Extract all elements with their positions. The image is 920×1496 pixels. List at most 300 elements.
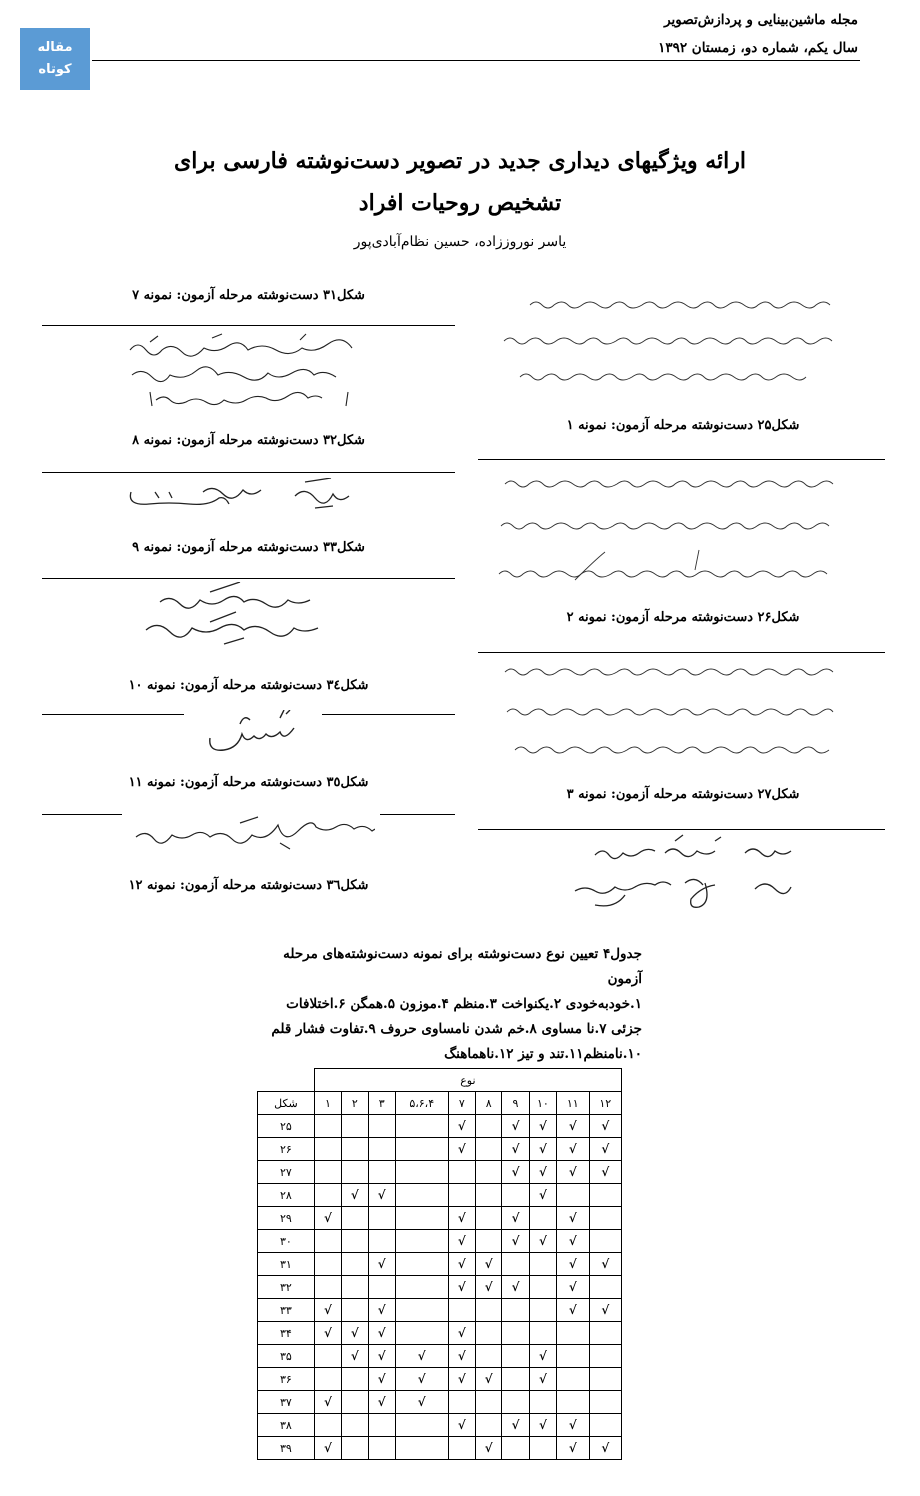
check-mark-icon: √ [511, 1234, 520, 1248]
check-mark-icon: √ [568, 1142, 577, 1156]
empty-cell [589, 1184, 621, 1207]
check-mark-icon: √ [538, 1142, 547, 1156]
table-caption-line-1: جدول۴ تعیین نوع دست‌نوشته برای نمونه دست‌نوشته‌های مرحله [283, 946, 642, 962]
type-column-header: ۷ [448, 1092, 475, 1115]
check-cell [502, 1414, 529, 1437]
check-cell [529, 1368, 556, 1391]
check-cell [368, 1184, 395, 1207]
table-row [258, 1161, 622, 1184]
empty-cell [342, 1115, 368, 1138]
check-cell [448, 1230, 475, 1253]
empty-cell [342, 1230, 368, 1253]
check-mark-icon: √ [538, 1234, 547, 1248]
check-mark-icon: √ [457, 1418, 466, 1432]
figure-divider-left [42, 714, 184, 715]
check-cell [475, 1253, 501, 1276]
check-cell [368, 1345, 395, 1368]
table-row [258, 1322, 622, 1345]
check-mark-icon: √ [417, 1372, 426, 1386]
handwriting-sample-7 [120, 330, 380, 410]
check-mark-icon: √ [457, 1211, 466, 1225]
check-cell [448, 1138, 475, 1161]
figure-number-cell: ۳۵ [258, 1345, 315, 1368]
check-mark-icon: √ [484, 1257, 493, 1271]
check-cell [448, 1345, 475, 1368]
empty-cell [342, 1138, 368, 1161]
check-cell [529, 1230, 556, 1253]
check-cell [557, 1437, 589, 1460]
empty-cell [395, 1437, 448, 1460]
figure-26-caption: شکل۲۶ دست‌نوشته مرحله آزمون: نمونه ۲ [566, 610, 800, 625]
check-cell [475, 1276, 501, 1299]
check-cell [448, 1368, 475, 1391]
empty-cell [529, 1207, 556, 1230]
figure-number-cell: ۳۹ [258, 1437, 315, 1460]
check-cell [342, 1184, 368, 1207]
empty-cell [475, 1345, 501, 1368]
check-cell [395, 1345, 448, 1368]
check-cell [557, 1253, 589, 1276]
check-mark-icon: √ [538, 1349, 547, 1363]
empty-cell [395, 1253, 448, 1276]
empty-cell [589, 1368, 621, 1391]
check-mark-icon: √ [601, 1303, 610, 1317]
check-cell [395, 1368, 448, 1391]
figure-divider-right [322, 714, 455, 715]
empty-cell [475, 1138, 501, 1161]
check-mark-icon: √ [538, 1372, 547, 1386]
check-mark-icon: √ [511, 1418, 520, 1432]
empty-cell [475, 1299, 501, 1322]
group-header-row [258, 1069, 622, 1092]
check-mark-icon: √ [457, 1119, 466, 1133]
check-cell [475, 1368, 501, 1391]
empty-cell [475, 1184, 501, 1207]
empty-cell [475, 1207, 501, 1230]
empty-cell [529, 1391, 556, 1414]
figure-34-caption: شکل۳٤ دست‌نوشته مرحله آزمون: نمونه ۱۰ [128, 678, 369, 693]
check-mark-icon: √ [457, 1372, 466, 1386]
check-cell [502, 1230, 529, 1253]
empty-cell [368, 1138, 395, 1161]
figure-33-caption: شکل۳۳ دست‌نوشته مرحله آزمون: نمونه ۹ [132, 540, 365, 555]
empty-cell [529, 1299, 556, 1322]
figure-number-cell: ۳۶ [258, 1368, 315, 1391]
empty-cell [314, 1115, 341, 1138]
empty-cell [589, 1207, 621, 1230]
type-group-header: نوع [314, 1069, 621, 1092]
table-row [258, 1253, 622, 1276]
check-cell [557, 1207, 589, 1230]
figure-number-cell: ۳۷ [258, 1391, 315, 1414]
check-mark-icon: √ [324, 1395, 332, 1409]
figure-25-caption: شکل۲۵ دست‌نوشته مرحله آزمون: نمونه ۱ [566, 418, 800, 433]
check-cell [557, 1161, 589, 1184]
check-mark-icon: √ [350, 1326, 359, 1340]
type-column-header: ۱۰ [529, 1092, 556, 1115]
figure-32-caption: شکل۳۲ دست‌نوشته مرحله آزمون: نمونه ۸ [132, 433, 365, 448]
check-cell [502, 1138, 529, 1161]
figure-divider [42, 472, 455, 473]
empty-cell [368, 1230, 395, 1253]
check-cell [557, 1276, 589, 1299]
table-row [258, 1207, 622, 1230]
check-mark-icon: √ [457, 1234, 466, 1248]
empty-cell [502, 1322, 529, 1345]
check-mark-icon: √ [377, 1303, 386, 1317]
check-mark-icon: √ [538, 1418, 547, 1432]
check-mark-icon: √ [377, 1326, 386, 1340]
check-mark-icon: √ [417, 1349, 426, 1363]
check-cell [502, 1115, 529, 1138]
empty-cell [314, 1184, 341, 1207]
table-row [258, 1299, 622, 1322]
empty-cell [395, 1207, 448, 1230]
check-mark-icon: √ [377, 1349, 386, 1363]
check-mark-icon: √ [568, 1280, 577, 1294]
check-cell [314, 1299, 341, 1322]
check-cell [342, 1322, 368, 1345]
figure-number-cell: ۲۵ [258, 1115, 315, 1138]
handwriting-sample-1 [500, 285, 870, 395]
figure-number-cell: ۳۴ [258, 1322, 315, 1345]
type-column-header: ۱۱ [557, 1092, 589, 1115]
check-cell [368, 1322, 395, 1345]
title-line-1: ارائه ویژگیهای دیداری جدید در تصویر دست‌نوشته فارسی برای [174, 148, 746, 174]
empty-cell [502, 1391, 529, 1414]
empty-cell [368, 1437, 395, 1460]
empty-cell [557, 1184, 589, 1207]
empty-cell [395, 1299, 448, 1322]
title-line-2: تشخیص روحیات افراد [358, 190, 562, 216]
empty-cell [368, 1276, 395, 1299]
empty-cell [589, 1322, 621, 1345]
check-cell [448, 1414, 475, 1437]
empty-cell [529, 1253, 556, 1276]
check-mark-icon: √ [601, 1165, 610, 1179]
figure-27-caption: شکل۲۷ دست‌نوشته مرحله آزمون: نمونه ۳ [566, 787, 800, 802]
check-cell [557, 1138, 589, 1161]
empty-cell [395, 1115, 448, 1138]
check-cell [448, 1253, 475, 1276]
check-cell [342, 1345, 368, 1368]
empty-cell [502, 1253, 529, 1276]
check-cell [314, 1391, 341, 1414]
check-cell [557, 1414, 589, 1437]
empty-cell [314, 1414, 341, 1437]
type-column-header: ۵،۶،۴ [395, 1092, 448, 1115]
empty-cell [395, 1138, 448, 1161]
figure-divider-right [380, 814, 455, 815]
empty-cell [395, 1161, 448, 1184]
empty-cell [342, 1161, 368, 1184]
check-cell [368, 1299, 395, 1322]
empty-cell [395, 1414, 448, 1437]
check-cell [448, 1322, 475, 1345]
check-cell [589, 1437, 621, 1460]
figure-35-caption: شکل۳٥ دست‌نوشته مرحله آزمون: نمونه ۱۱ [128, 775, 369, 790]
handwriting-sample-11 [200, 710, 310, 760]
check-cell [529, 1345, 556, 1368]
empty-cell [557, 1322, 589, 1345]
check-cell [557, 1115, 589, 1138]
check-mark-icon: √ [457, 1349, 466, 1363]
figure-divider [478, 459, 885, 460]
type-column-header: ۳ [368, 1092, 395, 1115]
check-mark-icon: √ [350, 1188, 359, 1202]
handwriting-sample-8 [125, 478, 365, 518]
empty-cell [589, 1345, 621, 1368]
empty-cell [502, 1368, 529, 1391]
figure-number-cell: ۲۷ [258, 1161, 315, 1184]
empty-cell [314, 1276, 341, 1299]
handwriting-sample-10 [140, 582, 370, 652]
figure-column-header: شکل [258, 1092, 315, 1115]
empty-cell [342, 1368, 368, 1391]
empty-corner [258, 1069, 315, 1092]
empty-cell [448, 1184, 475, 1207]
check-mark-icon: √ [568, 1418, 577, 1432]
handwriting-sample-4 [565, 833, 815, 913]
check-cell [589, 1138, 621, 1161]
empty-cell [475, 1391, 501, 1414]
table-row [258, 1276, 622, 1299]
figure-number-cell: ۳۰ [258, 1230, 315, 1253]
empty-cell [314, 1345, 341, 1368]
empty-cell [395, 1230, 448, 1253]
empty-cell [342, 1414, 368, 1437]
check-mark-icon: √ [484, 1280, 493, 1294]
table-row [258, 1345, 622, 1368]
table-row [258, 1115, 622, 1138]
type-column-header: ۸ [475, 1092, 501, 1115]
empty-cell [448, 1161, 475, 1184]
type-column-header: ۱ [314, 1092, 341, 1115]
table-row [258, 1230, 622, 1253]
check-mark-icon: √ [324, 1303, 332, 1317]
empty-cell [502, 1437, 529, 1460]
figure-36-caption: شکل۳٦ دست‌نوشته مرحله آزمون: نمونه ۱۲ [128, 878, 369, 893]
check-cell [314, 1437, 341, 1460]
type-column-header: ۱۲ [589, 1092, 621, 1115]
journal-issue: سال یکم، شماره دو، زمستان ۱۳۹۲ [658, 40, 858, 56]
empty-cell [557, 1345, 589, 1368]
figure-divider-left [42, 814, 122, 815]
figure-divider [478, 829, 885, 830]
check-cell [557, 1299, 589, 1322]
check-mark-icon: √ [601, 1119, 610, 1133]
check-cell [529, 1414, 556, 1437]
check-cell [448, 1115, 475, 1138]
empty-cell [448, 1391, 475, 1414]
figure-number-cell: ۳۸ [258, 1414, 315, 1437]
table-caption-line-3: ۱.خودبه‌خودی ۲.یکنواخت ۳.منظم ۴.موزون ۵.همگن ۶.اختلافات [286, 996, 642, 1012]
empty-cell [589, 1276, 621, 1299]
check-cell [502, 1161, 529, 1184]
check-mark-icon: √ [568, 1257, 577, 1271]
check-mark-icon: √ [457, 1142, 466, 1156]
empty-cell [395, 1276, 448, 1299]
check-mark-icon: √ [568, 1441, 577, 1455]
empty-cell [529, 1437, 556, 1460]
table-caption-line-4: جزئی ۷.نا مساوی ۸.خم شدن نامساوی حروف ۹.تفاوت فشار قلم [271, 1021, 642, 1037]
check-mark-icon: √ [350, 1349, 359, 1363]
check-mark-icon: √ [457, 1280, 466, 1294]
table-row [258, 1138, 622, 1161]
check-mark-icon: √ [568, 1165, 577, 1179]
empty-cell [589, 1414, 621, 1437]
figure-number-cell: ۲۶ [258, 1138, 315, 1161]
check-cell [314, 1207, 341, 1230]
authors: یاسر نوروززاده، حسین نظام‌آبادی‌پور [353, 234, 567, 250]
empty-cell [368, 1414, 395, 1437]
check-mark-icon: √ [511, 1165, 520, 1179]
empty-cell [342, 1276, 368, 1299]
type-column-header: ۹ [502, 1092, 529, 1115]
empty-cell [589, 1391, 621, 1414]
empty-cell [368, 1207, 395, 1230]
table-row [258, 1391, 622, 1414]
check-cell [529, 1161, 556, 1184]
empty-cell [502, 1345, 529, 1368]
check-cell [368, 1368, 395, 1391]
empty-cell [475, 1322, 501, 1345]
figure-31-caption: شکل۳۱ دست‌نوشته مرحله آزمون: نمونه ۷ [132, 288, 365, 303]
empty-cell [314, 1138, 341, 1161]
empty-cell [342, 1299, 368, 1322]
check-cell [557, 1230, 589, 1253]
empty-cell [557, 1368, 589, 1391]
check-mark-icon: √ [484, 1441, 493, 1455]
check-mark-icon: √ [484, 1372, 493, 1386]
article-type-badge [20, 28, 90, 90]
check-mark-icon: √ [324, 1326, 332, 1340]
check-mark-icon: √ [457, 1326, 466, 1340]
check-cell [448, 1207, 475, 1230]
check-cell [368, 1391, 395, 1414]
empty-cell [529, 1276, 556, 1299]
empty-cell [314, 1161, 341, 1184]
check-mark-icon: √ [568, 1119, 577, 1133]
empty-cell [557, 1391, 589, 1414]
check-mark-icon: √ [538, 1165, 547, 1179]
check-mark-icon: √ [511, 1211, 520, 1225]
check-mark-icon: √ [538, 1188, 547, 1202]
check-mark-icon: √ [324, 1441, 332, 1455]
check-mark-icon: √ [538, 1119, 547, 1133]
check-cell [589, 1253, 621, 1276]
empty-cell [475, 1230, 501, 1253]
empty-cell [475, 1414, 501, 1437]
check-mark-icon: √ [511, 1142, 520, 1156]
empty-cell [368, 1115, 395, 1138]
table-row [258, 1368, 622, 1391]
empty-cell [502, 1184, 529, 1207]
figure-number-cell: ۲۹ [258, 1207, 315, 1230]
handwriting-type-table [257, 1068, 622, 1460]
empty-cell [475, 1161, 501, 1184]
check-cell [529, 1115, 556, 1138]
badge-line-2: کوتاه [38, 62, 72, 77]
figure-divider [42, 325, 455, 326]
check-cell [502, 1276, 529, 1299]
figure-number-cell: ۳۲ [258, 1276, 315, 1299]
badge-line-1: مقاله [37, 40, 73, 55]
check-cell [589, 1299, 621, 1322]
table-caption-line-5: ۱۰.نامنظم۱۱.تند و تیز ۱۲.ناهماهنگ [444, 1046, 642, 1062]
check-cell [448, 1276, 475, 1299]
check-mark-icon: √ [377, 1395, 386, 1409]
empty-cell [589, 1230, 621, 1253]
check-mark-icon: √ [511, 1280, 520, 1294]
handwriting-sample-12 [130, 815, 375, 855]
empty-cell [314, 1253, 341, 1276]
check-cell [475, 1437, 501, 1460]
check-mark-icon: √ [601, 1142, 610, 1156]
figure-number-cell: ۲۸ [258, 1184, 315, 1207]
empty-cell [368, 1161, 395, 1184]
empty-cell [448, 1299, 475, 1322]
empty-cell [314, 1230, 341, 1253]
column-header-row [258, 1092, 622, 1115]
check-cell [395, 1391, 448, 1414]
check-mark-icon: √ [511, 1119, 520, 1133]
header-rule [92, 60, 860, 61]
empty-cell [502, 1299, 529, 1322]
figure-divider [478, 652, 885, 653]
empty-cell [395, 1184, 448, 1207]
check-mark-icon: √ [601, 1441, 610, 1455]
check-mark-icon: √ [377, 1372, 386, 1386]
empty-cell [529, 1322, 556, 1345]
check-mark-icon: √ [568, 1211, 577, 1225]
check-mark-icon: √ [377, 1188, 386, 1202]
check-mark-icon: √ [377, 1257, 386, 1271]
check-mark-icon: √ [601, 1257, 610, 1271]
empty-cell [448, 1437, 475, 1460]
check-cell [589, 1161, 621, 1184]
check-mark-icon: √ [457, 1257, 466, 1271]
handwriting-sample-3 [495, 660, 875, 760]
empty-cell [342, 1437, 368, 1460]
figure-number-cell: ۳۳ [258, 1299, 315, 1322]
empty-cell [475, 1115, 501, 1138]
check-cell [368, 1253, 395, 1276]
check-cell [529, 1138, 556, 1161]
check-mark-icon: √ [568, 1303, 577, 1317]
check-cell [589, 1115, 621, 1138]
empty-cell [314, 1368, 341, 1391]
table-row [258, 1414, 622, 1437]
figure-number-cell: ۳۱ [258, 1253, 315, 1276]
empty-cell [395, 1322, 448, 1345]
paper-title [60, 140, 860, 224]
table-caption-line-2: آزمون [607, 971, 642, 987]
check-cell [314, 1322, 341, 1345]
journal-name: مجله ماشین‌بینایی و پردازش‌تصویر [664, 12, 858, 28]
journal-header [658, 6, 858, 62]
table-row [258, 1184, 622, 1207]
table-row [258, 1437, 622, 1460]
figure-divider [42, 578, 455, 579]
type-column-header: ۲ [342, 1092, 368, 1115]
check-cell [529, 1184, 556, 1207]
check-mark-icon: √ [324, 1211, 332, 1225]
check-mark-icon: √ [568, 1234, 577, 1248]
handwriting-sample-2 [495, 470, 875, 585]
empty-cell [342, 1207, 368, 1230]
table-caption [232, 942, 642, 1067]
